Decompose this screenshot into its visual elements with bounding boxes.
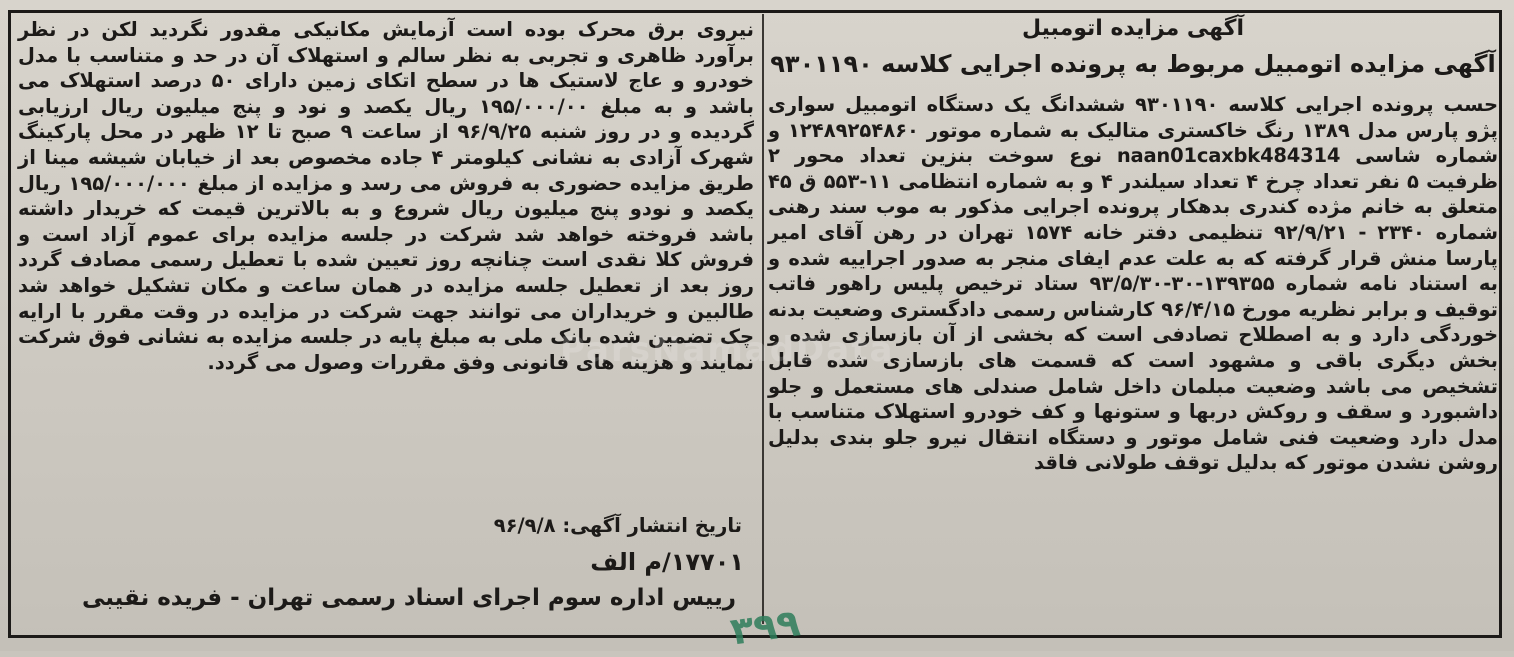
left-column-text: نیروی برق محرک بوده است آزمایش مکانیکی مقدور نگردید لکن در نظر برآورد ظاهری و تجربی به نظر سالم و استهلاک آن در حد و متناسب با مدل خودرو و عاج لاستیک ها در سطح اتکای زمین دارای ۵۰ درصد استهلاک می باشد و به مبلغ ۱۹۵/۰۰۰/۰۰ ریال یکصد و نود و پنج میلیون ریال ارزیابی گردیده و در روز شنبه ۹۶/۹/۲۵ از ساعت ۹ صبح تا ۱۲ ظهر در محل پارکینگ شهرک آزادی به نشانی کیلومتر ۴ جاده مخصوص بعد از خیابان شیشه مینا از طریق مزایده حضوری به فروش می رسد و مزایده از مبلغ ۱۹۵/۰۰۰/۰۰۰ ریال یکصد و نودو پنج میلیون ریال شروع و به بالاترین قیمت که خریدار داشته باشد فروخته خواهد شد شرکت در جلسه مزایده برای عموم آزاد است و فروش کلا نقدی است چنانچه روز تعیین شده با تعطیل رسمی مصادف گردد روز بعد از تعطیل جلسه مزایده در همان ساعت و مکان تشکیل خواهد شد طالبین و خریداران می توانند جهت شرکت در مزایده در وقت مقرر با ارایه چک تضمین شده بانک ملی به مبلغ پایه در جلسه مزایده به نشانی فوق شرکت نمایند و هزینه های قانونی وفق مقررات وصول می گردد. <box>18 18 754 374</box>
notice-subtitle: آگهی مزایده اتومبیل مربوط به پرونده اجرایی کلاسه ۹۳۰۱۱۹۰ <box>770 50 1496 78</box>
notice-title: آگهی مزایده اتومبیل <box>1021 16 1245 41</box>
watermark: ParsNamadData <box>560 330 895 370</box>
notice-code: ۱۷۷۰۱/م الف <box>590 548 744 576</box>
right-column-text: حسب پرونده اجرایی کلاسه ۹۳۰۱۱۹۰ ششدانگ یک دستگاه اتومبیل سواری پژو پارس مدل ۱۳۸۹ رنگ خاکستری متالیک به شماره موتور ۱۲۴۸۹۲۵۴۸۶۰ و شماره شاسی naan01caxbk484314 نوع سوخت بنزین تعداد محور ۲ ظرفیت ۵ نفر تعداد چرخ ۴ تعداد سیلندر ۴ و به شماره انتظامی ۱۱-۵۵۳ ق ۴۵ متعلق به خانم مژده کندری بدهکار پرونده اجرایی مذکور به موب سند رهنی شماره ۲۳۴۰ - ۹۲/۹/۲۱ تنظیمی دفتر خانه ۱۵۷۴ تهران در رهن آقای امیر پارسا منش قرار گرفته که به علت عدم ایفای منجر به صدور اجراییه شده و به استناد نامه شماره ۱۳۹۳۵۵-۳۰-۹۳/۵/۳۰ ستاد ترخیص پلیس راهور فاتب توقیف و برابر نظریه مورخ ۹۶/۴/۱۵ کارشناس رسمی دادگستری وضعیت بدنه خوردگی دارد و به اصطلاح تصادفی است که بخشی از آن بازسازی شده و بخش دیگری باقی و مشهود است که قسمت های بازسازی شده قابل تشخیص می باشد وضعیت مبلمان داخل شامل صندلی های مستعمل و جلو داشبورد و سقف و روکش دربها و ستونها و کف خودرو استهلاک متناسب با مدل دارد وضعیت فنی شامل موتور و دستگاه انتقال نیرو جلو بندی بدلیل روشن نشدن موتور که بدلیل توقف طولانی فاقد <box>768 93 1498 475</box>
notice-body-left-column <box>18 17 754 375</box>
column-divider <box>762 14 764 624</box>
stamp-number-text: ۳۹۹ <box>727 600 803 654</box>
signature-line: رییس اداره سوم اجرای اسناد رسمی تهران - فریده نقیبی <box>81 585 736 611</box>
notice-body-right-column <box>768 92 1498 476</box>
publication-date: تاریخ انتشار آگهی: ۹۶/۹/۸ <box>493 514 742 537</box>
